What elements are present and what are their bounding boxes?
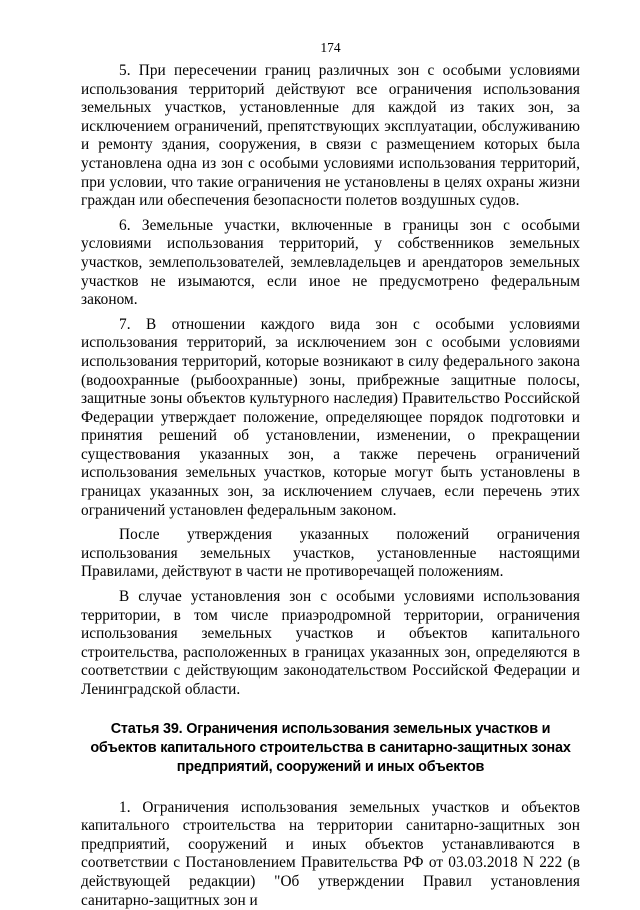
page-number: 174 (320, 40, 341, 55)
paragraph-item-5: 5. При пересечении границ различных зон с особыми условиями использования территорий действуют все ограничения использования земельных участков, установленные для каждой из таких зон, за исключением ограничений, препятствующих эксплуатации, обслуживанию и ремонту здания, сооружения, в связи с размещением которых была установлена одна из зон с особыми условиями использования территорий, при условии, что такие ограничения не установлены в целях охраны жизни граждан или обеспечения безопасности полетов воздушных судов. (81, 62, 580, 210)
paragraph-after-approval: После утверждения указанных положений ограничения использования земельных участков, установленные настоящими Правилами, действуют в части не противоречащей положениям. (81, 526, 580, 581)
paragraph-airfield-zones: В случае установления зон с особыми условиями использования территории, в том числе приаэродромной территории, ограничения использования земельных участков и объектов капитального строительства, расположенных в границах указанных зон, определяются в соответствии с действующим законодательством Российской Федерации и Ленинградской области. (81, 588, 580, 698)
article-39-heading: Статья 39. Ограничения использования земельных участков и объектов капитального строительства в санитарно-защитных зонах предприятий, сооружений и иных объектов (90, 720, 571, 775)
paragraph-item-6: 6. Земельные участки, включенные в границы зон с особыми условиями использования территорий, у собственников земельных участков, землепользователей, землевладельцев и арендаторов земельных участков не изымаются, если иное не предусмотрено федеральным законом. (81, 216, 580, 309)
paragraph-item-7: 7. В отношении каждого вида зон с особыми условиями использования территорий, за исключением зон с особыми условиями использования территорий, которые возникают в силу федерального закона (водоохранные (рыбоохранные) зоны, прибрежные защитные полосы, защитные зоны объектов культурного наследия) Правительство Российской Федерации утверждает положение, определяющее порядок подготовки и принятия решений об установлении, изменении, о прекращении существования указанных зон, а также перечень ограничений использования земельных участков, которые могут быть установлены в границах указанных зон, за исключением случаев, если перечень этих ограничений установлен федеральным законом. (81, 315, 580, 519)
paragraph-article-39-item-1: 1. Ограничения использования земельных участков и объектов капитального строительства на территории санитарно-защитных зон предприятий, сооружений и иных объектов устанавливаются в соответствии с Постановлением Правительства РФ от 03.03.2018 N 222 (в действующей редакции) "Об утверждении Правил установления санитарно-защитных зон и (81, 798, 580, 909)
